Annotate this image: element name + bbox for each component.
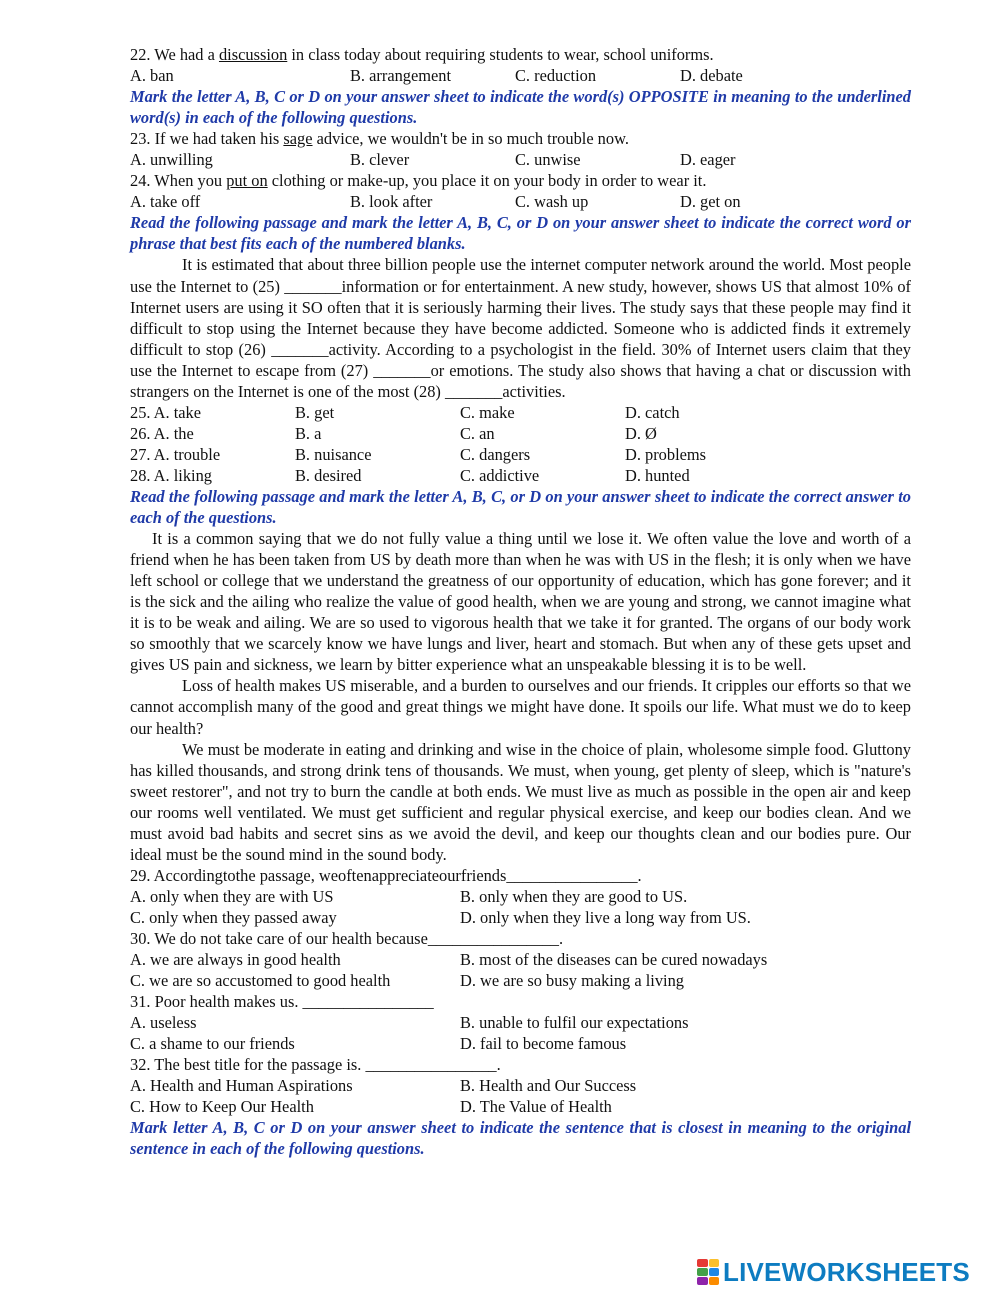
reading-paragraph-1: It is a common saying that we do not fully value a thing until we lose it. We often value the love and worth of a friend when he has been taken from US by death more than when he was with US in the flesh; it is only when we have left school or college that we understand the greatness of our opportunity of education, which has gone forever; and it is the sick and the ailing who realize the value of good health, when we are young and strong, we cannot imagine what it is to be weak and ailing. We are so used to vigorous health that we take it for granted. The organs of our body work so smoothly that we scarcely know we have lungs and liver, heart and stomach. But when any of these gets upset and gives US pain and sickness, we learn by bitter experience what an unspeakable blessing it is to be well.: [130, 529, 911, 675]
option-c: C. reduction: [515, 66, 597, 86]
worksheet-page: [130, 44, 911, 1159]
question-22-stem: 22. We had a discussion in class today about requiring students to wear, school uniforms.: [130, 45, 714, 64]
option-b: B. desired: [295, 465, 362, 485]
question-23-options: [130, 149, 911, 170]
instruction-opposite: Mark the letter A, B, C or D on your answer sheet to indicate the word(s) OPPOSITE in meaning to the underlined word(s) in each of the following questions.: [130, 87, 911, 128]
option-b: B. most of the diseases can be cured nowadays: [460, 950, 768, 970]
question-29-options-row1: [130, 886, 911, 907]
question-31-stem: 31. Poor health makes us. ________________: [130, 992, 434, 1012]
question-24-stem: 24. When you put on clothing or make-up, you place it on your body in order to wear it.: [130, 171, 707, 191]
option-a: A. take off: [130, 192, 201, 212]
underlined-word: put on: [226, 171, 268, 191]
instruction-cloze: Read the following passage and mark the letter A, B, C, or D on your answer sheet to indicate the correct word or phrase that best fits each of the numbered blanks.: [130, 213, 911, 254]
option-c: C. make: [460, 402, 515, 422]
option-d: D. The Value of Health: [460, 1097, 612, 1117]
instruction-closest-meaning: Mark letter A, B, C or D on your answer sheet to indicate the sentence that is closest in meaning to the original sentence in each of the following questions.: [130, 1118, 911, 1159]
logo-block: [709, 1268, 720, 1276]
question-32-options-row2: [130, 1096, 911, 1117]
logo-block: [697, 1277, 708, 1285]
option-a: A. Health and Human Aspirations: [130, 1076, 353, 1096]
option-c: C. wash up: [515, 192, 589, 212]
question-31-options-row1: [130, 1012, 911, 1033]
option-c: C. an: [460, 423, 495, 443]
option-c: C. How to Keep Our Health: [130, 1097, 314, 1117]
option-d: D. debate: [680, 66, 743, 86]
option-d: D. hunted: [625, 465, 690, 485]
reading-paragraph-2: Loss of health makes US miserable, and a burden to ourselves and our friends. It cripples our efforts so that we cannot accomplish many of the good and great things we might have done. It spoils our life. What must we do to keep our health?: [130, 676, 911, 738]
option-c: C. addictive: [460, 465, 540, 485]
option-d: D. Ø: [625, 423, 657, 443]
option-a: A. unwilling: [130, 150, 213, 170]
option-b: B. nuisance: [295, 444, 372, 464]
question-30-stem: 30. We do not take care of our health because________________.: [130, 928, 564, 948]
option-b: B. look after: [350, 192, 433, 212]
question-26-options: [130, 423, 911, 444]
option-a: 26. A. the: [130, 423, 194, 443]
option-a: A. we are always in good health: [130, 950, 341, 970]
question-24-options: [130, 191, 911, 212]
option-a: A. useless: [130, 1013, 197, 1033]
liveworksheets-logo-icon: [697, 1259, 719, 1285]
option-d: D. eager: [680, 150, 736, 170]
instruction-reading: Read the following passage and mark the letter A, B, C, or D on your answer sheet to indicate the correct answer to each of the questions.: [130, 486, 911, 528]
question-30-options-row2: [130, 970, 911, 991]
question-23-stem: 23. If we had taken his sage advice, we wouldn't be in so much trouble now.: [130, 129, 629, 149]
option-c: C. unwise: [515, 150, 581, 170]
cloze-passage: It is estimated that about three billion people use the internet computer network around the world. Most people use the Internet to (25) _______information or for entertainment. A new study, however, shows US that almost 10% of Internet users are using it SO often that it is seriously harming their lives. The study says that these people may find it difficult to stop using the Internet because they have become addicted. Someone who is addicted finds it extremely difficult to stop (26) _______activity. According to a psychologist in the field. 30% of Internet users claim that they use the Internet to escape from (27) _______or emotions. The study also shows that having a chat or discussion with strangers on the Internet is one of the most (28) _______activities.: [130, 255, 911, 401]
underlined-word: discussion: [218, 45, 288, 64]
option-d: D. we are so busy making a living: [460, 971, 684, 991]
option-b: B. Health and Our Success: [460, 1076, 637, 1096]
option-a: 27. A. trouble: [130, 444, 221, 464]
option-d: D. get on: [680, 192, 741, 212]
question-32-stem: 32. The best title for the passage is. ________________.: [130, 1055, 501, 1075]
question-27-options: [130, 444, 911, 465]
logo-block: [709, 1259, 720, 1267]
option-a: A. only when they are with US: [130, 886, 334, 906]
question-32-options-row1: [130, 1075, 911, 1096]
option-b: B. clever: [350, 150, 410, 170]
option-b: B. a: [295, 423, 322, 443]
question-28-options: [130, 465, 911, 486]
liveworksheets-logo-text: LIVEWORKSHEETS: [723, 1256, 970, 1287]
option-d: D. only when they live a long way from US.: [460, 907, 751, 927]
option-a: 28. A. liking: [130, 465, 212, 485]
liveworksheets-logo[interactable]: [697, 1255, 970, 1289]
question-31-options-row2: [130, 1033, 911, 1054]
option-c: C. dangers: [460, 444, 531, 464]
question-22-options: [130, 65, 911, 86]
option-a: 25. A. take: [130, 402, 202, 422]
question-25-options: [130, 402, 911, 423]
question-29-options-row2: [130, 907, 911, 928]
question-30-options-row1: [130, 949, 911, 970]
option-b: B. arrangement: [350, 66, 452, 86]
option-b: B. unable to fulfil our expectations: [460, 1013, 689, 1033]
logo-block: [709, 1277, 720, 1285]
logo-block: [697, 1268, 708, 1276]
option-c: C. only when they passed away: [130, 907, 337, 927]
option-b: B. only when they are good to US.: [460, 886, 688, 906]
logo-block: [697, 1259, 708, 1267]
option-d: D. fail to become famous: [460, 1034, 627, 1054]
option-c: C. a shame to our friends: [130, 1034, 295, 1054]
option-d: D. problems: [625, 444, 707, 464]
reading-paragraph-3: We must be moderate in eating and drinking and wise in the choice of plain, wholesome simple food. Gluttony has killed thousands, and strong drink tens of thousands. We must, when young, get plenty of sleep, which is "nature's sweet restorer", and not try to burn the candle at both ends. We must live as much as possible in the open air and keep our rooms well ventilated. We must get sufficient and regular physical exercise, and keep our bodies clean. And we must avoid bad habits and secret sins as we avoid the devil, and keep our thoughts clean and our bodies pure. Our ideal must be the sound mind in the sound body.: [130, 739, 911, 864]
underlined-word: sage: [283, 129, 313, 149]
option-b: B. get: [295, 402, 335, 422]
question-29-stem: 29. Accordingtothe passage, weoftenappreciateourfriends________________.: [130, 865, 642, 885]
option-d: D. catch: [625, 402, 680, 422]
option-a: A. ban: [130, 66, 174, 86]
option-c: C. we are so accustomed to good health: [130, 971, 391, 991]
